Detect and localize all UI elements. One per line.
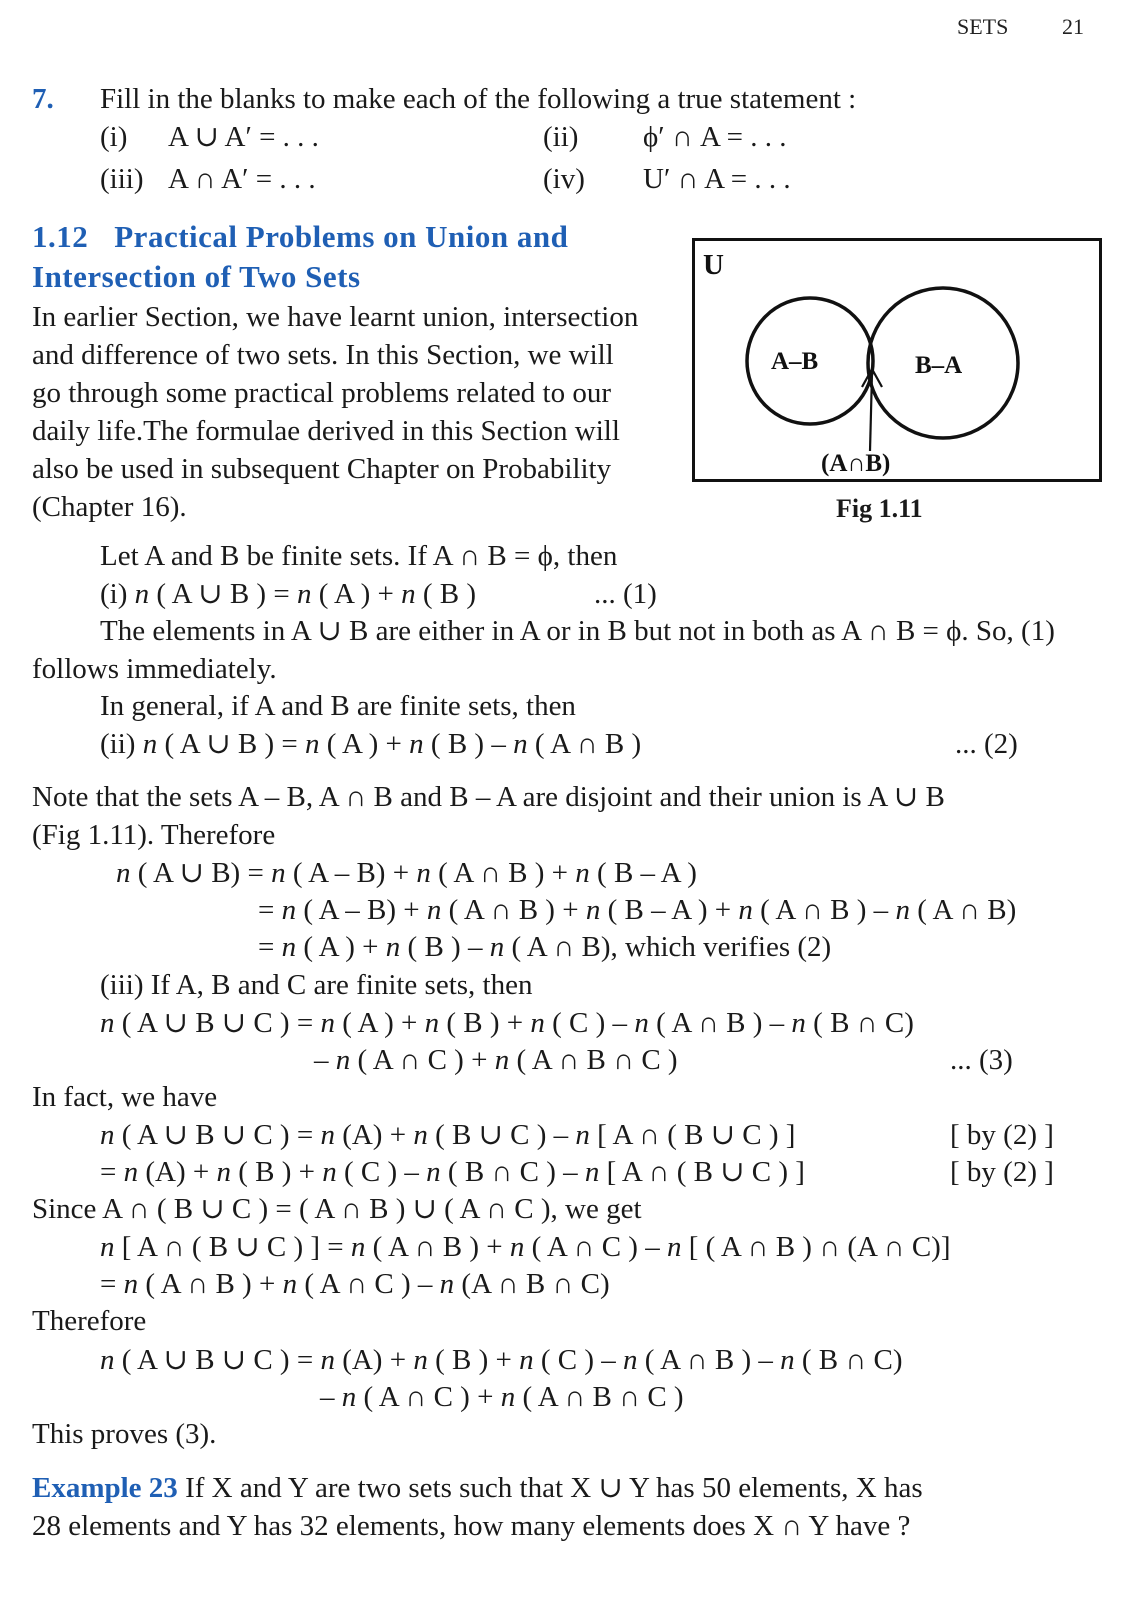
example-text: If X and Y are two sets such that X ∪ Y has 50 elements, X has — [177, 1472, 923, 1504]
derivation-line: n ( A ∪ B) = n ( A – B) + n ( A ∩ B ) + n ( B – A ) — [116, 857, 697, 889]
item-label: (i) — [100, 121, 128, 153]
question-number: 7. — [32, 83, 54, 115]
question-prompt: Fill in the blanks to make each of the following a true statement : — [100, 83, 857, 115]
example-23 — [32, 1469, 923, 1507]
intro-line: and difference of two sets. In this Section, we will — [32, 339, 614, 371]
a-minus-b-label: A–B — [771, 348, 819, 375]
body-line: Let A and B be finite sets. If A ∩ B = ϕ, then — [100, 540, 618, 572]
body-line: Note that the sets A – B, A ∩ B and B – A are disjoint and their union is A ∪ B — [32, 781, 945, 813]
body-line: (Fig 1.11). Therefore — [32, 819, 276, 851]
intro-line: also be used in subsequent Chapter on Probability — [32, 453, 612, 485]
derivation-line: – n ( A ∩ C ) + n ( A ∩ B ∩ C ) — [320, 1381, 684, 1413]
item-expression: A ∩ A′ = . . . — [168, 163, 316, 195]
intro-line: go through some practical problems related to our — [32, 377, 612, 409]
derivation-line: = n ( A – B) + n ( A ∩ B ) + n ( B – A ) + n ( A ∩ B ) – n ( A ∩ B) — [258, 894, 1017, 926]
formula-3-continued: – n ( A ∩ C ) + n ( A ∩ B ∩ C ) — [314, 1044, 678, 1076]
item-expression: ϕ′ ∩ A = . . . — [643, 121, 787, 153]
example-label: Example 23 — [32, 1472, 178, 1504]
venn-diagram-figure — [692, 238, 1102, 482]
reference-tag: [ by (2) ] — [950, 1119, 1054, 1151]
item-label: (iii) — [100, 163, 144, 195]
body-line: follows immediately. — [32, 653, 277, 685]
derivation-line: = n ( A ∩ B ) + n ( A ∩ C ) – n (A ∩ B ∩ C) — [100, 1268, 610, 1300]
item-label: (ii) — [543, 121, 579, 153]
item-expression: A ∪ A′ = . . . — [168, 121, 319, 153]
body-line: Therefore — [32, 1305, 147, 1337]
derivation-line: = n ( A ) + n ( B ) – n ( A ∩ B), which verifies (2) — [258, 931, 832, 963]
item-expression: U′ ∩ A = . . . — [643, 163, 791, 195]
intro-line: daily life.The formulae derived in this Section will — [32, 415, 620, 447]
section-heading — [32, 216, 568, 257]
equation-tag: ... (1) — [594, 578, 657, 610]
figure-caption: Fig 1.11 — [836, 494, 923, 523]
page-number: 21 — [1062, 14, 1084, 39]
section-title-line2: Intersection of Two Sets — [32, 259, 361, 294]
running-header-section: SETS — [957, 14, 1009, 39]
intro-line: (Chapter 16). — [32, 491, 187, 523]
item-label: (iv) — [543, 163, 585, 195]
intro-line: In earlier Section, we have learnt union, intersection — [32, 301, 639, 333]
formula-1: (i) n ( A ∪ B ) = n ( A ) + n ( B ) — [100, 578, 477, 610]
reference-tag: [ by (2) ] — [950, 1156, 1054, 1188]
section-title-line1: Practical Problems on Union and — [114, 219, 569, 254]
body-line: The elements in A ∪ B are either in A or in B but not in both as A ∩ B = ϕ. So, (1) — [100, 615, 1055, 647]
derivation-line: = n (A) + n ( B ) + n ( C ) – n ( B ∩ C ) – n [ A ∩ ( B ∪ C ) ] — [100, 1156, 805, 1188]
body-line: In fact, we have — [32, 1081, 218, 1113]
formula-3: n ( A ∪ B ∪ C ) = n ( A ) + n ( B ) + n ( C ) – n ( A ∩ B ) – n ( B ∩ C) — [100, 1007, 914, 1039]
venn-diagram — [695, 241, 1099, 479]
equation-tag: ... (2) — [955, 728, 1018, 760]
derivation-line: n [ A ∩ ( B ∪ C ) ] = n ( A ∩ B ) + n ( A ∩ C ) – n [ ( A ∩ B ) ∩ (A ∩ C)] — [100, 1231, 951, 1263]
body-line: Since A ∩ ( B ∪ C ) = ( A ∩ B ) ∪ ( A ∩ C ), we get — [32, 1193, 642, 1225]
universe-label: U — [703, 249, 724, 281]
derivation-line: n ( A ∪ B ∪ C ) = n (A) + n ( B ) + n ( C ) – n ( A ∩ B ) – n ( B ∩ C) — [100, 1344, 903, 1376]
b-minus-a-label: B–A — [915, 352, 963, 379]
body-line: In general, if A and B are finite sets, then — [100, 690, 576, 722]
section-number: 1.12 — [32, 219, 89, 254]
body-line: This proves (3). — [32, 1418, 217, 1450]
equation-tag: ... (3) — [950, 1044, 1013, 1076]
formula-2: (ii) n ( A ∪ B ) = n ( A ) + n ( B ) – n ( A ∩ B ) — [100, 728, 642, 760]
intersection-label: (A∩B) — [821, 450, 891, 477]
derivation-line: n ( A ∪ B ∪ C ) = n (A) + n ( B ∪ C ) – n [ A ∩ ( B ∪ C ) ] — [100, 1119, 796, 1151]
body-line: (iii) If A, B and C are finite sets, then — [100, 969, 533, 1001]
example-text-line2: 28 elements and Y has 32 elements, how many elements does X ∩ Y have ? — [32, 1510, 911, 1542]
